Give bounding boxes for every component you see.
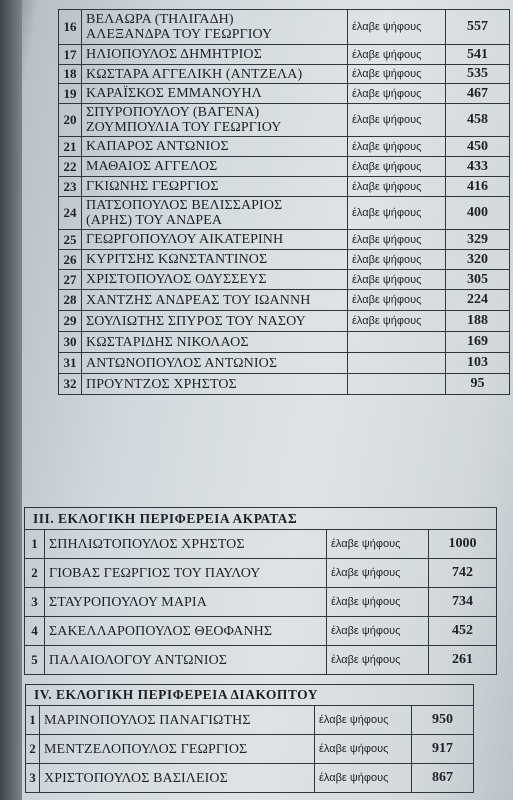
candidate-name: ΜΑΡΙΝΟΠΟΥΛΟΣ ΠΑΝΑΓΙΩΤΗΣ <box>40 706 315 735</box>
candidate-name-line: ΚΩΣΤΑΡΑ ΑΓΓΕΛΙΚΗ (ΑΝΤΖΕΛΑ) <box>86 66 303 82</box>
candidate-name-line: ΚΑΠΑΡΟΣ ΑΝΤΩΝΙΟΣ <box>86 139 229 154</box>
vote-count: 535 <box>446 65 510 84</box>
candidate-name <box>82 65 348 84</box>
row-number: 26 <box>59 250 82 270</box>
vote-count: 416 <box>446 177 510 197</box>
votes-label: έλαβε ψήφους <box>348 290 446 311</box>
candidate-name <box>82 157 348 177</box>
table-row <box>59 84 510 104</box>
candidate-name-line: ΓΚΙΩΝΗΣ ΓΕΩΡΓΙΟΣ <box>86 179 219 194</box>
table-row <box>59 290 510 311</box>
votes-label: έλαβε ψήφους <box>348 10 446 45</box>
row-number: 16 <box>59 10 82 45</box>
candidate-name-line: ΚΑΡΑΪΣΚΟΣ ΕΜΜΑΝΟΥΗΛ <box>86 86 262 101</box>
candidate-name-line: ΠΡΟΥΝΤΖΟΣ ΧΡΗΣΤΟΣ <box>86 376 237 392</box>
candidate-name: ΠΑΛΑΙΟΛΟΓΟΥ ΑΝΤΩΝΙΟΣ <box>45 646 327 675</box>
vote-count: 1000 <box>429 530 497 559</box>
table-row <box>59 177 510 197</box>
table-row <box>26 764 474 793</box>
table-row <box>59 311 510 332</box>
candidate-name <box>82 45 348 65</box>
row-number: 1 <box>26 706 40 735</box>
row-number: 20 <box>59 104 82 137</box>
candidate-name <box>82 250 348 270</box>
vote-count: 734 <box>429 588 497 617</box>
candidate-name <box>82 311 348 332</box>
vote-count: 103 <box>446 353 510 374</box>
candidate-name: ΣΑΚΕΛΛΑΡΟΠΟΥΛΟΣ ΘΕΟΦΑΝΗΣ <box>45 617 327 646</box>
table-row <box>59 10 510 45</box>
vote-count: 742 <box>429 559 497 588</box>
votes-label: έλαβε ψήφους <box>348 137 446 157</box>
votes-label <box>348 332 446 353</box>
table-row <box>59 353 510 374</box>
candidate-name <box>82 137 348 157</box>
votes-label: έλαβε ψήφους <box>348 197 446 230</box>
row-number: 21 <box>59 137 82 157</box>
candidate-name: ΣΤΑΥΡΟΠΟΥΛΟΥ ΜΑΡΙΑ <box>45 588 327 617</box>
candidate-name: ΜΕΝΤΖΕΛΟΠΟΥΛΟΣ ΓΕΩΡΓΙΟΣ <box>40 735 315 764</box>
table-row <box>59 137 510 157</box>
row-number: 3 <box>25 588 45 617</box>
candidate-name-line: ΣΟΥΛΙΩΤΗΣ ΣΠΥΡΟΣ ΤΟΥ ΝΑΣΟΥ <box>86 313 306 329</box>
candidate-name-line: ΜΑΘΑΙΟΣ ΑΓΓΕΛΟΣ <box>86 159 218 174</box>
votes-label: έλαβε ψήφους <box>327 588 429 617</box>
vote-count: 329 <box>446 230 510 250</box>
candidate-name-line: ΑΛΕΞΑΝΔΡΑ ΤΟΥ ΓΕΩΡΓΙΟΥ <box>86 27 273 42</box>
candidate-name-line: ΖΟΥΜΠΟΥΛΙΑ ΤΟΥ ΓΕΩΡΓΙΟΥ <box>86 120 282 135</box>
votes-label: έλαβε ψήφους <box>348 311 446 332</box>
vote-count: 95 <box>446 374 510 395</box>
table-row <box>59 45 510 65</box>
section-header-row <box>25 508 497 530</box>
votes-label: έλαβε ψήφους <box>348 104 446 137</box>
vote-count: 169 <box>446 332 510 353</box>
results-table-diakopto <box>25 684 474 793</box>
vote-count: 305 <box>446 270 510 290</box>
candidate-name-line: ΗΛΙΟΠΟΥΛΟΣ ΔΗΜΗΤΡΙΟΣ <box>86 47 262 62</box>
candidate-name-line: (ΑΡΗΣ) ΤΟΥ ΑΝΔΡΕΑ <box>86 213 223 228</box>
vote-count: 557 <box>446 10 510 45</box>
vote-count: 400 <box>446 197 510 230</box>
table-row <box>59 197 510 230</box>
vote-count: 467 <box>446 84 510 104</box>
vote-count: 450 <box>446 137 510 157</box>
candidate-name-line: ΒΕΛΑΩΡΑ (ΤΗΛΙΓΑΔΗ) <box>86 12 234 27</box>
votes-label <box>348 353 446 374</box>
candidate-name-line: ΚΥΡΙΤΣΗΣ ΚΩΝΣΤΑΝΤΙΝΟΣ <box>86 252 268 267</box>
candidate-name-line: ΚΩΣΤΑΡΙΔΗΣ ΝΙΚΟΛΑΟΣ <box>86 334 249 350</box>
results-table-continued <box>58 9 510 395</box>
row-number: 29 <box>59 311 82 332</box>
table-row <box>25 646 497 675</box>
table-row <box>59 230 510 250</box>
candidate-name-line: ΠΑΤΣΟΠΟΥΛΟΣ ΒΕΛΙΣΣΑΡΙΟΣ <box>86 198 283 213</box>
table-row <box>59 374 510 395</box>
votes-label: έλαβε ψήφους <box>315 764 412 793</box>
vote-count: 867 <box>412 764 474 793</box>
votes-label <box>348 374 446 395</box>
candidate-name <box>82 230 348 250</box>
votes-label: έλαβε ψήφους <box>348 157 446 177</box>
table-row <box>25 617 497 646</box>
candidate-name <box>82 290 348 311</box>
candidate-name: ΣΠΗΛΙΩΤΟΠΟΥΛΟΣ ΧΡΗΣΤΟΣ <box>45 530 327 559</box>
candidate-name <box>82 353 348 374</box>
candidate-name: ΧΡΙΣΤΟΠΟΥΛΟΣ ΒΑΣΙΛΕΙΟΣ <box>40 764 315 793</box>
row-number: 27 <box>59 270 82 290</box>
row-number: 25 <box>59 230 82 250</box>
candidate-name <box>82 197 348 230</box>
table-row <box>59 250 510 270</box>
vote-count: 917 <box>412 735 474 764</box>
row-number: 1 <box>25 530 45 559</box>
table-row <box>59 157 510 177</box>
votes-label: έλαβε ψήφους <box>348 177 446 197</box>
row-number: 30 <box>59 332 82 353</box>
section-header: III. ΕΚΛΟΓΙΚΗ ΠΕΡΙΦΕΡΕΙΑ ΑΚΡΑΤΑΣ <box>25 508 497 530</box>
table-row <box>59 270 510 290</box>
row-number: 2 <box>26 735 40 764</box>
vote-count: 433 <box>446 157 510 177</box>
candidate-name <box>82 84 348 104</box>
vote-count: 320 <box>446 250 510 270</box>
candidate-name-line: ΓΕΩΡΓΟΠΟΥΛΟΥ ΑΙΚΑΤΕΡΙΝΗ <box>86 232 284 247</box>
row-number: 24 <box>59 197 82 230</box>
candidate-name <box>82 270 348 290</box>
candidate-name <box>82 332 348 353</box>
vote-count: 188 <box>446 311 510 332</box>
row-number: 23 <box>59 177 82 197</box>
table-row <box>26 706 474 735</box>
votes-label: έλαβε ψήφους <box>327 617 429 646</box>
vote-count: 541 <box>446 45 510 65</box>
candidate-name <box>82 177 348 197</box>
row-number: 4 <box>25 617 45 646</box>
row-number: 22 <box>59 157 82 177</box>
votes-label: έλαβε ψήφους <box>348 65 446 84</box>
candidate-name-line: ΣΠΥΡΟΠΟΥΛΟΥ (ΒΑΓΕΝΑ) <box>86 105 260 120</box>
votes-label: έλαβε ψήφους <box>348 84 446 104</box>
results-table-akrata <box>24 507 497 675</box>
votes-label: έλαβε ψήφους <box>348 270 446 290</box>
row-number: 17 <box>59 45 82 65</box>
candidate-name-line: ΑΝΤΩΝΟΠΟΥΛΟΣ ΑΝΤΩΝΙΟΣ <box>86 355 278 371</box>
candidate-name: ΓΙΟΒΑΣ ΓΕΩΡΓΙΟΣ ΤΟΥ ΠΑΥΛΟΥ <box>45 559 327 588</box>
candidate-name-line: ΧΡΙΣΤΟΠΟΥΛΟΣ ΟΔΥΣΣΕΥΣ <box>86 272 267 287</box>
votes-label: έλαβε ψήφους <box>315 735 412 764</box>
votes-label: έλαβε ψήφους <box>348 230 446 250</box>
row-number: 19 <box>59 84 82 104</box>
vote-count: 224 <box>446 290 510 311</box>
table-row <box>25 588 497 617</box>
vote-count: 458 <box>446 104 510 137</box>
candidate-name <box>82 374 348 395</box>
vote-count: 261 <box>429 646 497 675</box>
section-header-row <box>26 685 474 706</box>
votes-label: έλαβε ψήφους <box>327 559 429 588</box>
table-row <box>26 735 474 764</box>
candidate-name-line: ΧΑΝΤΖΗΣ ΑΝΔΡΕΑΣ ΤΟΥ ΙΩΑΝΝΗ <box>86 292 311 308</box>
row-number: 5 <box>25 646 45 675</box>
candidate-name <box>82 104 348 137</box>
row-number: 28 <box>59 290 82 311</box>
section-header: IV. ΕΚΛΟΓΙΚΗ ΠΕΡΙΦΕΡΕΙΑ ΔΙΑΚΟΠΤΟΥ <box>26 685 474 706</box>
vote-count: 452 <box>429 617 497 646</box>
votes-label: έλαβε ψήφους <box>348 250 446 270</box>
votes-label: έλαβε ψήφους <box>327 530 429 559</box>
row-number: 32 <box>59 374 82 395</box>
table-row <box>25 559 497 588</box>
votes-label: έλαβε ψήφους <box>327 646 429 675</box>
table-row <box>59 65 510 84</box>
votes-label: έλαβε ψήφους <box>315 706 412 735</box>
table-row <box>59 332 510 353</box>
table-row <box>59 104 510 137</box>
table-row <box>25 530 497 559</box>
row-number: 3 <box>26 764 40 793</box>
row-number: 18 <box>59 65 82 84</box>
votes-label: έλαβε ψήφους <box>348 45 446 65</box>
vote-count: 950 <box>412 706 474 735</box>
candidate-name <box>82 10 348 45</box>
row-number: 2 <box>25 559 45 588</box>
row-number: 31 <box>59 353 82 374</box>
